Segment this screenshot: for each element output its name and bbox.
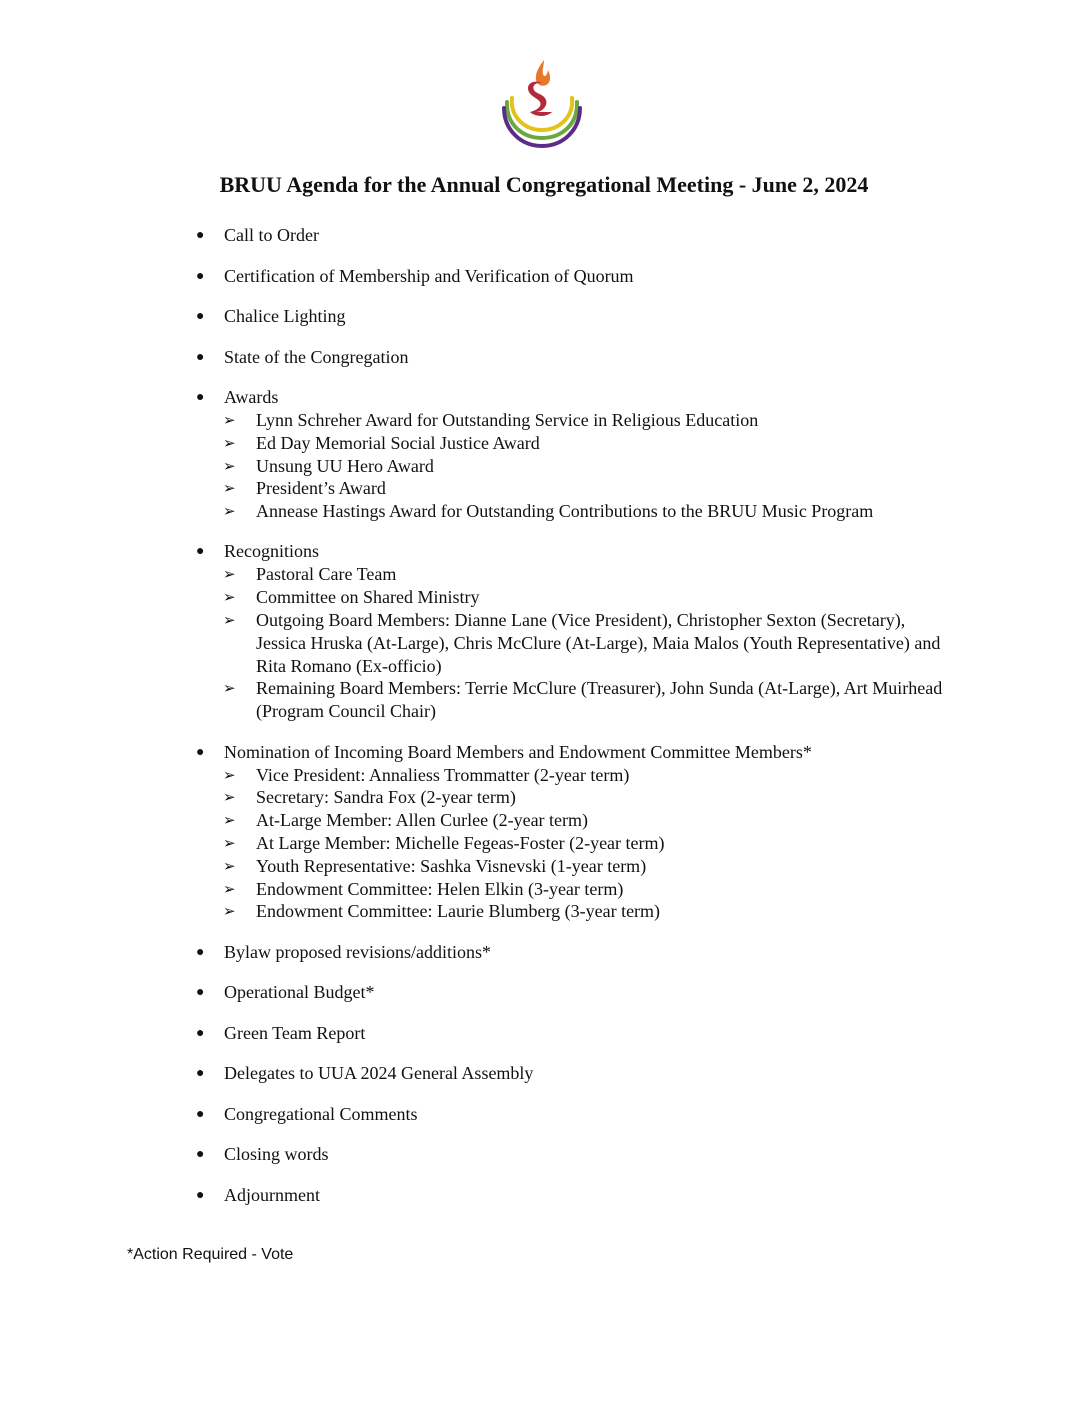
bullet-icon: ● xyxy=(196,744,205,760)
agenda-item-label: Operational Budget* xyxy=(224,982,375,1003)
sub-item xyxy=(0,563,946,586)
bullet-icon: ● xyxy=(196,1025,205,1041)
bullet-icon: ● xyxy=(196,1147,205,1163)
arrow-bullet-icon: ➢ xyxy=(223,788,236,807)
sub-item-label: Lynn Schreher Award for Outstanding Service in Religious Education xyxy=(256,410,759,430)
agenda-item-label: Nomination of Incoming Board Members and Endowment Committee Members* xyxy=(224,741,812,762)
sub-item xyxy=(0,764,946,787)
arrow-bullet-icon: ➢ xyxy=(223,456,236,475)
sub-list xyxy=(0,409,1088,523)
agenda-item xyxy=(0,1062,1088,1085)
sub-item-label: At-Large Member: Allen Curlee (2-year term) xyxy=(256,810,589,831)
page-title: BRUU Agenda for the Annual Congregational Meeting - June 2, 2024 xyxy=(219,172,869,197)
arrow-bullet-icon: ➢ xyxy=(223,811,236,830)
agenda-item xyxy=(0,540,1088,723)
bullet-icon: ● xyxy=(196,228,205,243)
agenda-item-label: State of the Congregation xyxy=(224,346,409,367)
agenda-item xyxy=(0,1022,1088,1045)
arrow-bullet-icon: ➢ xyxy=(223,611,236,630)
bullet-icon: ● xyxy=(196,1187,205,1203)
sub-item-label: Remaining Board Members: Terrie McClure (Treasurer), John Sunda (At-Large), Art Muirhead (Program Council Chair) xyxy=(256,678,943,722)
arrow-bullet-icon: ➢ xyxy=(223,679,236,698)
bullet-icon: ● xyxy=(196,309,205,324)
sub-item-label: Endowment Committee: Laurie Blumberg (3-year term) xyxy=(256,901,661,922)
sub-item-label: Committee on Shared Ministry xyxy=(256,587,480,608)
agenda-item-label: Recognitions xyxy=(224,541,319,562)
agenda-item xyxy=(0,981,1088,1004)
agenda-item-label: Awards xyxy=(224,387,279,407)
agenda-item xyxy=(0,1103,1088,1126)
sub-item-label: At Large Member: Michelle Fegeas-Foster (2-year term) xyxy=(256,832,665,853)
bullet-icon: ● xyxy=(196,1066,205,1082)
arrow-bullet-icon: ➢ xyxy=(223,856,236,875)
sub-item xyxy=(0,900,946,923)
footnote: *Action Required - Vote xyxy=(127,1246,294,1263)
sub-item xyxy=(0,786,946,809)
agenda-item xyxy=(0,1184,1088,1207)
sub-item xyxy=(0,878,946,901)
agenda-item-label: Green Team Report xyxy=(224,1022,366,1043)
sub-item xyxy=(0,609,946,677)
agenda-item xyxy=(0,265,1088,288)
bullet-icon: ● xyxy=(196,268,205,284)
agenda-item xyxy=(0,224,1088,247)
bullet-icon: ● xyxy=(196,985,205,1001)
agenda-item xyxy=(0,1143,1088,1166)
agenda-item xyxy=(0,741,1088,924)
arrow-bullet-icon: ➢ xyxy=(223,479,236,498)
sub-item xyxy=(0,832,946,855)
arrow-bullet-icon: ➢ xyxy=(223,565,236,584)
agenda-list xyxy=(0,224,1088,1224)
agenda-item xyxy=(0,386,1088,523)
arrow-bullet-icon: ➢ xyxy=(223,833,236,852)
agenda-item xyxy=(0,346,1088,369)
agenda-item-label: Bylaw proposed revisions/additions* xyxy=(224,941,491,962)
bullet-icon: ● xyxy=(196,944,205,960)
agenda-item-label: Delegates to UUA 2024 General Assembly xyxy=(224,1063,534,1084)
arrow-bullet-icon: ➢ xyxy=(223,765,236,784)
arrow-bullet-icon: ➢ xyxy=(223,433,236,452)
sub-item xyxy=(0,500,946,523)
sub-item xyxy=(0,809,946,832)
agenda-item xyxy=(0,305,1088,328)
chalice-flame-logo xyxy=(502,58,582,150)
sub-item xyxy=(0,677,946,723)
sub-item-label: Pastoral Care Team xyxy=(256,564,397,585)
sub-item-label: Annease Hastings Award for Outstanding Contributions to the BRUU Music Program xyxy=(256,501,874,522)
sub-item xyxy=(0,432,946,455)
arrow-bullet-icon: ➢ xyxy=(223,411,236,429)
arrow-bullet-icon: ➢ xyxy=(223,588,236,607)
agenda-item-label: Chalice Lighting xyxy=(224,306,346,326)
agenda-item-label: Call to Order xyxy=(224,225,319,245)
sub-item-label: Outgoing Board Members: Dianne Lane (Vice President), Christopher Sexton (Secretary), Jessica Hruska (At-Large), Chris McClure (At-Large), Maia Malos (Youth Representative) and Rita Romano (Ex-officio) xyxy=(256,610,941,676)
bullet-icon: ● xyxy=(196,1106,205,1122)
sub-item-label: Secretary: Sandra Fox (2-year term) xyxy=(256,787,516,808)
sub-item xyxy=(0,855,946,878)
agenda-item-label: Closing words xyxy=(224,1144,329,1165)
sub-item xyxy=(0,477,946,500)
sub-item-label: Ed Day Memorial Social Justice Award xyxy=(256,432,540,453)
bullet-icon: ● xyxy=(196,349,205,365)
sub-item xyxy=(0,455,946,478)
bullet-icon: ● xyxy=(196,544,205,560)
sub-item-label: Unsung UU Hero Award xyxy=(256,455,434,476)
agenda-item xyxy=(0,941,1088,964)
sub-item-label: President’s Award xyxy=(256,478,386,499)
sub-item-label: Vice President: Annaliess Trommatter (2-year term) xyxy=(256,764,630,785)
arrow-bullet-icon: ➢ xyxy=(223,879,236,898)
sub-list xyxy=(0,764,1088,924)
sub-item xyxy=(0,586,946,609)
sub-item-label: Youth Representative: Sashka Visnevski (1-year term) xyxy=(256,855,647,876)
agenda-item-label: Certification of Membership and Verification of Quorum xyxy=(224,265,634,286)
sub-item xyxy=(0,409,946,432)
sub-item-label: Endowment Committee: Helen Elkin (3-year term) xyxy=(256,878,624,899)
agenda-item-label: Congregational Comments xyxy=(224,1103,418,1124)
sub-list xyxy=(0,563,1088,723)
arrow-bullet-icon: ➢ xyxy=(223,502,236,521)
agenda-item-label: Adjournment xyxy=(224,1184,320,1205)
bullet-icon: ● xyxy=(196,390,205,405)
arrow-bullet-icon: ➢ xyxy=(223,902,236,921)
